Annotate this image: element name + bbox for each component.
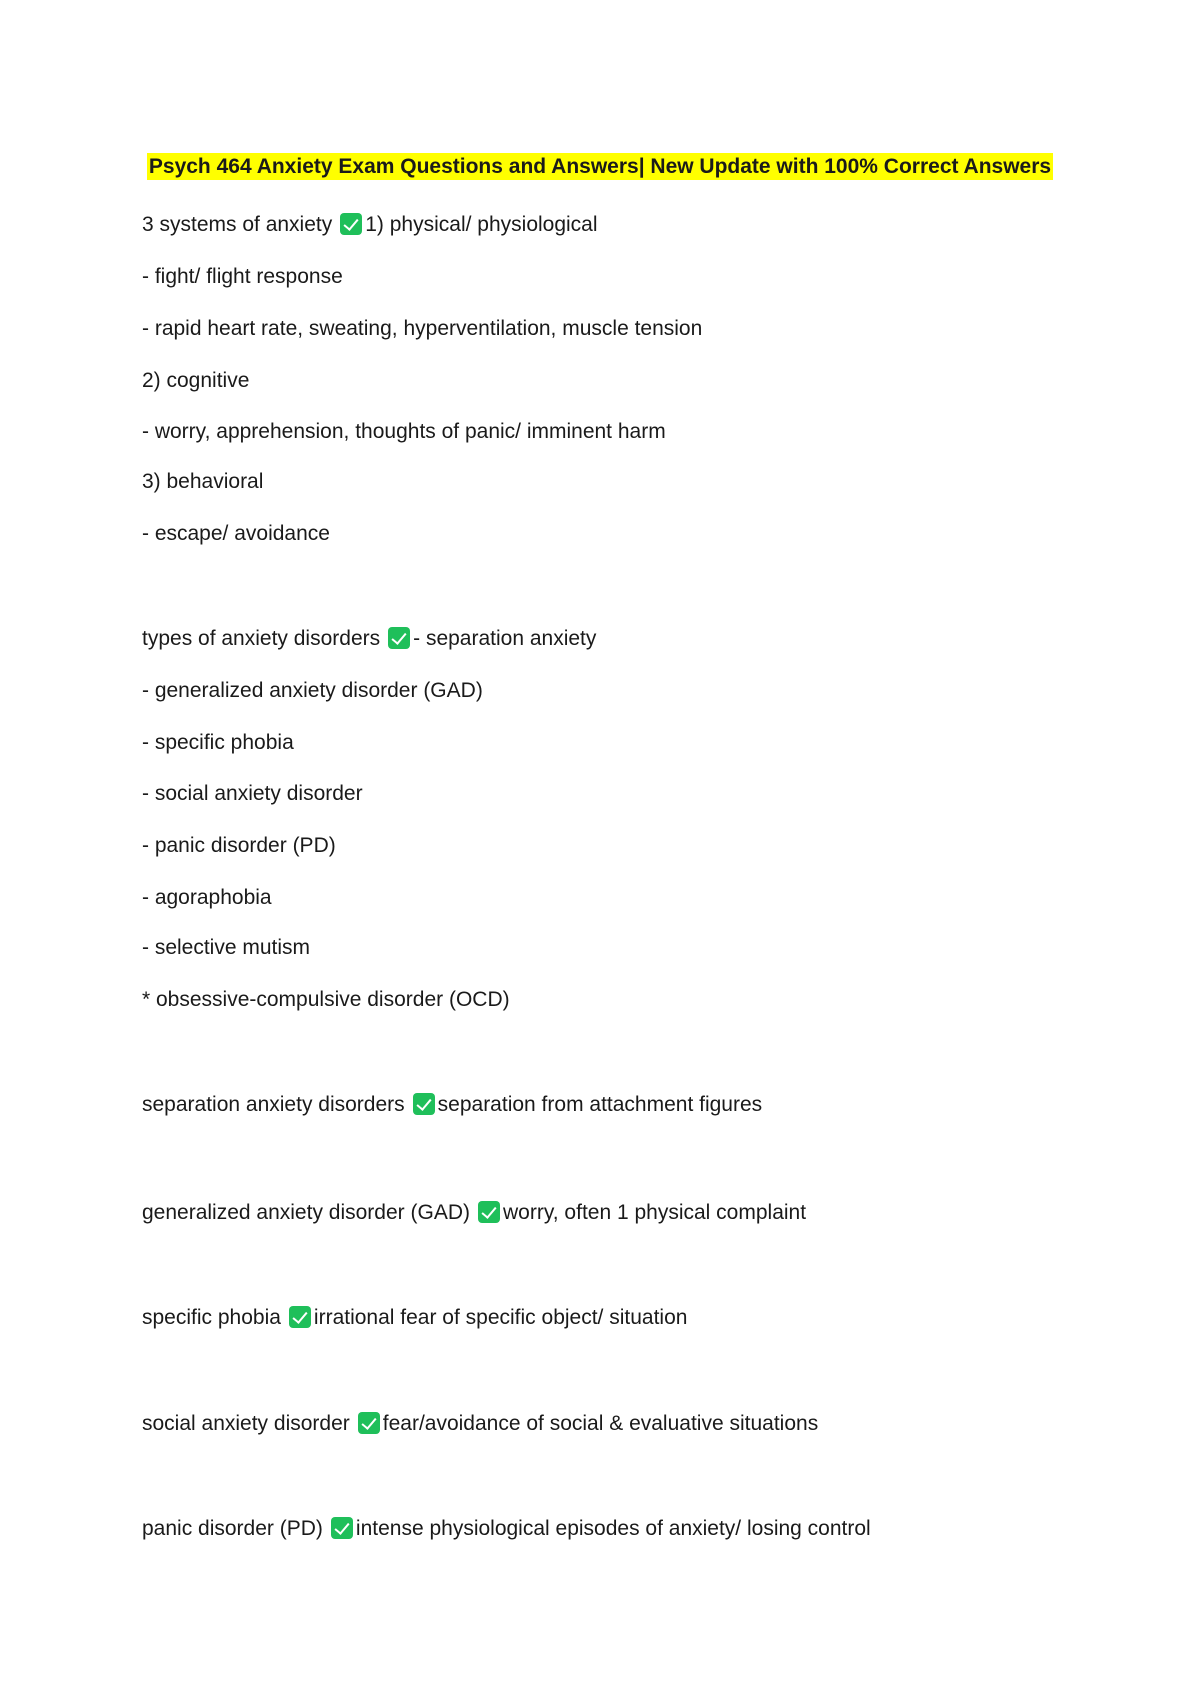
answer-text: intense physiological episodes of anxiety/ losing control xyxy=(355,1517,871,1540)
question-term: specific phobia xyxy=(142,1306,281,1329)
answer-detail-line: - rapid heart rate, sweating, hyperventilation, muscle tension xyxy=(142,317,703,340)
answer-detail-line: - social anxiety disorder xyxy=(142,782,363,805)
check-icon xyxy=(289,1306,311,1328)
answer-detail-line: * obsessive-compulsive disorder (OCD) xyxy=(142,988,510,1011)
check-icon xyxy=(358,1412,380,1434)
answer-detail-line: - panic disorder (PD) xyxy=(142,834,336,857)
document-title xyxy=(0,153,1200,181)
qa-entry xyxy=(142,1515,871,1543)
answer-text: - separation anxiety xyxy=(413,627,597,650)
check-icon xyxy=(340,213,362,235)
qa-entry xyxy=(142,1199,806,1227)
check-icon xyxy=(478,1201,500,1223)
answer-detail-line: - agoraphobia xyxy=(142,886,272,909)
answer-text: 1) physical/ physiological xyxy=(365,213,598,236)
answer-detail-line: - escape/ avoidance xyxy=(142,522,330,545)
question-term: panic disorder (PD) xyxy=(142,1517,323,1540)
answer-detail-line: - generalized anxiety disorder (GAD) xyxy=(142,679,483,702)
question-term: social anxiety disorder xyxy=(142,1412,350,1435)
answer-text: irrational fear of specific object/ situation xyxy=(313,1306,688,1329)
question-term: separation anxiety disorders xyxy=(142,1093,405,1116)
check-icon xyxy=(331,1517,353,1539)
qa-entry xyxy=(142,211,598,239)
answer-detail-line: - selective mutism xyxy=(142,936,311,959)
answer-text: fear/avoidance of social & evaluative situations xyxy=(382,1412,819,1435)
document-title-text: Psych 464 Anxiety Exam Questions and Answers| New Update with 100% Correct Answers xyxy=(148,155,1052,178)
answer-detail-line: - fight/ flight response xyxy=(142,265,343,288)
qa-entry xyxy=(142,1304,687,1332)
answer-detail-line: 3) behavioral xyxy=(142,470,264,493)
answer-detail-line: - specific phobia xyxy=(142,731,294,754)
question-term: generalized anxiety disorder (GAD) xyxy=(142,1201,470,1224)
qa-entry xyxy=(142,625,596,653)
answer-text: worry, often 1 physical complaint xyxy=(502,1201,807,1224)
answer-detail-line: 2) cognitive xyxy=(142,369,250,392)
check-icon xyxy=(413,1093,435,1115)
check-icon xyxy=(388,627,410,649)
answer-text: separation from attachment figures xyxy=(437,1093,763,1116)
question-term: 3 systems of anxiety xyxy=(142,213,333,236)
qa-entry xyxy=(142,1410,818,1438)
question-term: types of anxiety disorders xyxy=(142,627,381,650)
answer-detail-line: - worry, apprehension, thoughts of panic/ imminent harm xyxy=(142,420,666,443)
qa-entry xyxy=(142,1091,762,1119)
